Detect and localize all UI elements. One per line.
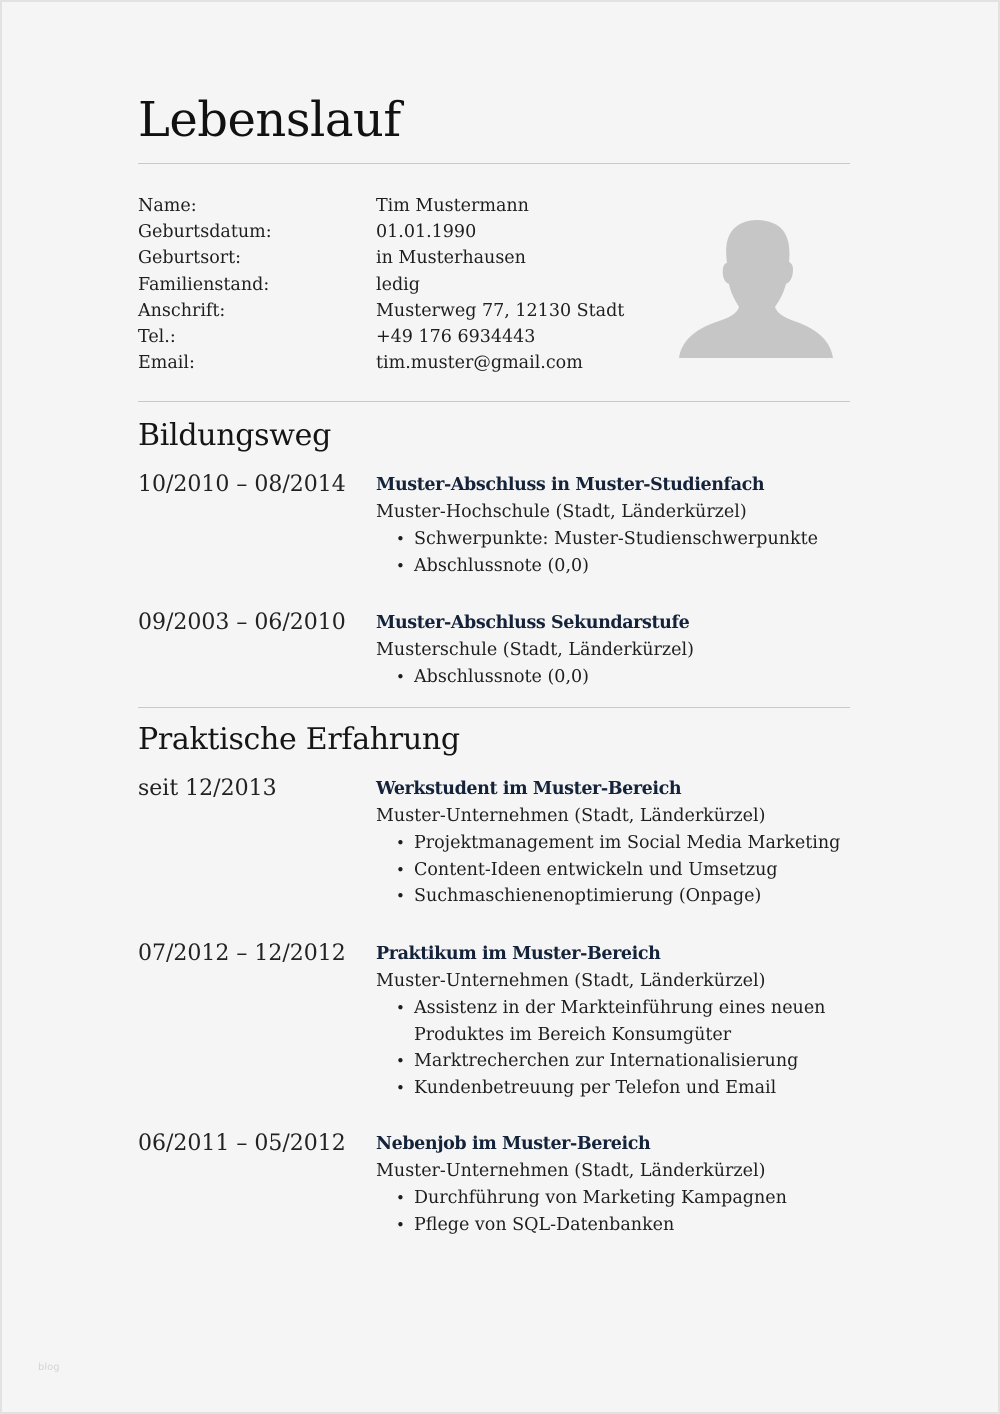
personal-label: Email: — [138, 353, 195, 374]
entry-organization: Muster-Unternehmen (Stadt, Länderkürzel) — [376, 1161, 766, 1181]
personal-value: in Musterhausen — [376, 248, 526, 269]
personal-label: Familienstand: — [138, 274, 270, 295]
personal-row — [138, 219, 658, 245]
personal-label: Geburtsdatum: — [138, 222, 272, 243]
entry-bullets — [376, 830, 852, 910]
entry-date: 10/2010 – 08/2014 — [138, 472, 346, 497]
entry-bullets — [376, 1185, 852, 1238]
section-heading-experience: Praktische Erfahrung — [138, 722, 460, 757]
entry-bullets — [376, 664, 852, 691]
personal-value: Tim Mustermann — [376, 196, 529, 216]
entry-organization: Muster-Hochschule (Stadt, Länderkürzel) — [376, 502, 747, 522]
list-item: • Durchführung von Marketing Kampagnen — [376, 1185, 852, 1212]
personal-row — [138, 350, 658, 376]
entry-date: 09/2003 – 06/2010 — [138, 610, 346, 635]
personal-row — [138, 193, 658, 219]
entry-date: 06/2011 – 05/2012 — [138, 1131, 346, 1156]
watermark: blog — [38, 1362, 60, 1373]
personal-label: Geburtsort: — [138, 248, 242, 269]
entry-body — [376, 775, 852, 910]
divider — [138, 707, 850, 708]
list-item: • Assistenz in der Markteinführung eines neuen Produktes im Bereich Konsumgüter — [376, 995, 852, 1048]
personal-value: ledig — [376, 274, 420, 295]
entry-body — [376, 1130, 852, 1238]
list-item: • Projektmanagement im Social Media Marketing — [376, 830, 852, 857]
list-item: • Kundenbetreuung per Telefon und Email — [376, 1075, 852, 1102]
list-item: • Pflege von SQL-Datenbanken — [376, 1212, 852, 1239]
page-title: Lebenslauf — [138, 92, 401, 148]
personal-row — [138, 298, 658, 324]
personal-label: Name: — [138, 196, 197, 216]
entry-date: 07/2012 – 12/2012 — [138, 941, 346, 966]
personal-row — [138, 245, 658, 271]
entry-body — [376, 471, 852, 579]
entry-title: Nebenjob im Muster-Bereich — [376, 1134, 651, 1154]
list-item: • Suchmaschienenoptimierung (Onpage) — [376, 883, 852, 910]
personal-label: Tel.: — [138, 326, 176, 347]
entry-organization: Muster-Unternehmen (Stadt, Länderkürzel) — [376, 806, 766, 826]
list-item: • Schwerpunkte: Muster-Studienschwerpunkte — [376, 526, 852, 553]
entry-bullets — [376, 526, 852, 579]
personal-value: Musterweg 77, 12130 Stadt — [376, 300, 625, 321]
personal-row — [138, 272, 658, 298]
divider — [138, 163, 850, 164]
divider — [138, 401, 850, 402]
personal-value: 01.01.1990 — [376, 222, 477, 243]
entry-title: Werkstudent im Muster-Bereich — [376, 779, 682, 799]
list-item: • Content-Ideen entwickeln und Umsetzug — [376, 857, 852, 884]
entry-organization: Musterschule (Stadt, Länderkürzel) — [376, 640, 694, 660]
personal-row — [138, 324, 658, 350]
entry-date: seit 12/2013 — [138, 776, 277, 801]
personal-value: tim.muster@gmail.com — [376, 353, 583, 374]
list-item: • Abschlussnote (0,0) — [376, 664, 852, 691]
entry-title: Praktikum im Muster-Bereich — [376, 944, 661, 964]
personal-value: +49 176 6934443 — [376, 326, 536, 347]
section-heading-education: Bildungsweg — [138, 418, 332, 453]
list-item: • Abschlussnote (0,0) — [376, 553, 852, 580]
personal-label: Anschrift: — [138, 300, 226, 321]
person-silhouette-icon — [679, 218, 833, 360]
personal-info — [138, 193, 658, 376]
entry-body — [376, 609, 852, 691]
list-item: • Marktrecherchen zur Internationalisierung — [376, 1048, 852, 1075]
entry-bullets — [376, 995, 852, 1101]
entry-organization: Muster-Unternehmen (Stadt, Länderkürzel) — [376, 971, 766, 991]
entry-title: Muster-Abschluss in Muster-Studienfach — [376, 475, 765, 495]
entry-body — [376, 940, 852, 1101]
entry-title: Muster-Abschluss Sekundarstufe — [376, 613, 690, 633]
